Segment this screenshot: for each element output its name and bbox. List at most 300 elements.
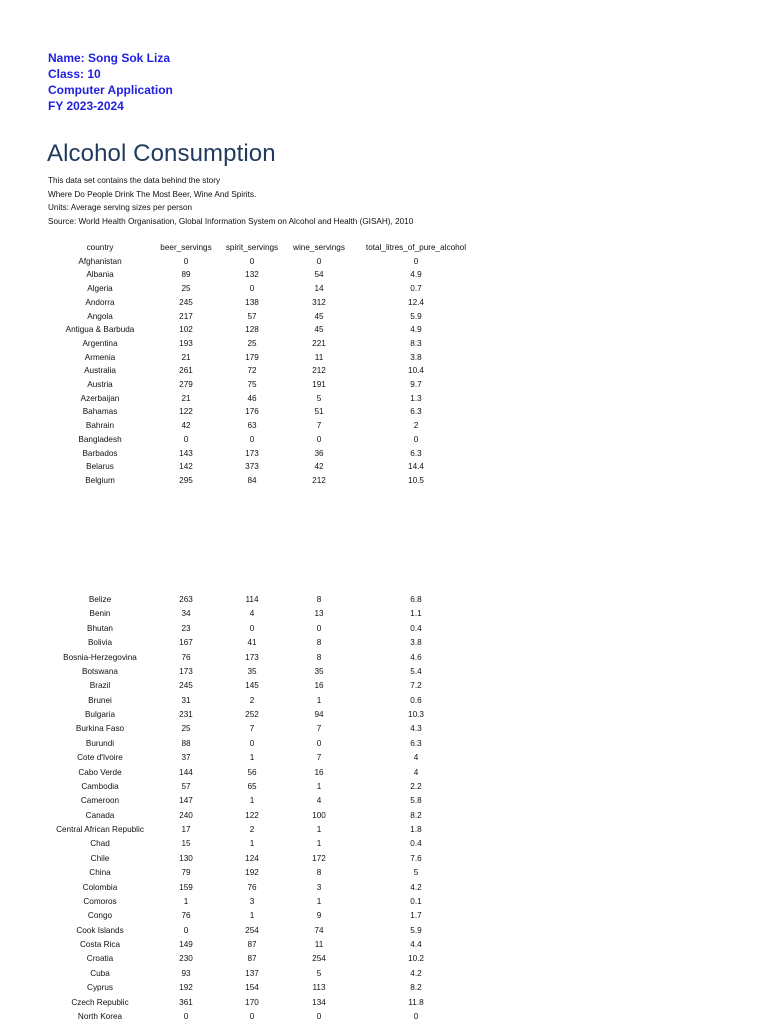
country-cell: Barbados (82, 448, 118, 458)
spirit-servings-cell: 124 (245, 853, 259, 863)
country-cell: Czech Republic (71, 997, 129, 1007)
wine-servings-cell: 45 (314, 325, 324, 335)
table-row (48, 780, 478, 794)
country-cell: Belgium (85, 475, 115, 485)
spirit-servings-cell: 46 (247, 393, 257, 403)
spirit-servings-cell: 176 (245, 407, 259, 417)
country-cell: Comoros (83, 896, 117, 906)
country-cell: Bangladesh (78, 434, 122, 444)
spirit-servings-cell: 7 (249, 724, 255, 734)
country-cell: Bolivia (87, 638, 113, 648)
country-cell: Cook Islands (76, 925, 124, 935)
country-cell: Costa Rica (79, 940, 121, 949)
spirit-servings-cell: 25 (247, 338, 257, 348)
country-cell: Bosnia-Herzegovina (63, 652, 137, 662)
spirit-servings-cell: 138 (245, 297, 259, 307)
spirit-servings-cell: 2 (249, 695, 255, 705)
beer-servings-cell: 149 (179, 940, 193, 949)
spirit-servings-cell: 4 (249, 609, 255, 619)
spirit-servings-cell: 1 (249, 839, 255, 849)
beer-servings-cell: 89 (181, 270, 191, 280)
description-line: Source: World Health Organisation, Global Information System on Alcohol and Health (GISAH), 2010 (48, 217, 414, 227)
total-alcohol-cell: 6.3 (410, 738, 422, 748)
total-alcohol-cell: 4.9 (410, 325, 422, 335)
table-row (48, 866, 478, 880)
table-row (48, 296, 478, 310)
table-row (48, 282, 478, 296)
country-cell: Canada (85, 810, 115, 820)
total-alcohol-cell: 4 (413, 767, 419, 777)
table-row (48, 895, 478, 909)
table-row (48, 364, 478, 378)
wine-servings-cell: 54 (314, 270, 324, 280)
spirit-servings-cell: 87 (247, 940, 257, 949)
total-alcohol-cell: 6.3 (410, 448, 422, 458)
wine-servings-cell: 74 (314, 925, 324, 935)
wine-servings-cell: 0 (316, 434, 322, 444)
table-row (48, 809, 478, 823)
wine-servings-cell: 1 (316, 781, 322, 791)
total-alcohol-cell: 4.3 (410, 724, 422, 734)
total-alcohol-cell: 1.8 (410, 825, 422, 834)
student-class: Class: 10 (48, 67, 101, 81)
table-row (48, 447, 478, 461)
table-row (48, 255, 478, 269)
total-alcohol-cell: 5.4 (410, 666, 422, 676)
wine-servings-cell: 212 (312, 366, 326, 376)
table-row (48, 924, 478, 938)
spirit-servings-cell: 0 (249, 434, 255, 444)
spirit-servings-cell: 179 (245, 352, 259, 362)
beer-servings-cell: 34 (181, 609, 191, 619)
country-cell: Chad (90, 839, 110, 849)
country-cell: Bhutan (87, 623, 113, 633)
table-row (48, 881, 478, 895)
total-alcohol-cell: 3.8 (410, 352, 422, 362)
country-cell: Australia (84, 366, 116, 376)
spirit-servings-cell: 114 (245, 595, 259, 604)
subject-name: Computer Application (48, 83, 173, 97)
spirit-servings-cell: 0 (249, 284, 255, 294)
country-cell: Algeria (87, 284, 113, 294)
total-alcohol-cell: 3.8 (410, 638, 422, 648)
beer-servings-cell: 130 (179, 853, 193, 863)
table-row (48, 751, 478, 765)
beer-servings-cell: 230 (179, 954, 193, 964)
beer-servings-cell: 37 (181, 753, 191, 763)
beer-servings-cell: 159 (179, 882, 193, 892)
total-alcohol-cell: 7.2 (410, 681, 422, 691)
table-row (48, 823, 478, 837)
total-alcohol-cell: 8.2 (410, 810, 422, 820)
total-alcohol-cell: 0.7 (410, 284, 422, 294)
spirit-servings-cell: 192 (245, 868, 259, 878)
beer-servings-cell: 0 (183, 434, 189, 444)
table-row (48, 837, 478, 851)
spirit-servings-cell: 145 (245, 681, 259, 691)
column-header-spirit: spirit_servings (225, 243, 279, 252)
country-cell: Chile (90, 853, 110, 863)
table-row (48, 378, 478, 392)
table-row (48, 622, 478, 636)
spirit-servings-cell: 173 (245, 652, 259, 662)
wine-servings-cell: 221 (312, 338, 326, 348)
table-row (48, 952, 478, 966)
wine-servings-cell: 254 (312, 954, 326, 964)
table-row (48, 636, 478, 650)
country-cell: Brazil (89, 681, 111, 691)
wine-servings-cell: 0 (316, 256, 322, 266)
wine-servings-cell: 7 (316, 753, 322, 763)
spirit-servings-cell: 1 (249, 796, 255, 806)
spirit-servings-cell: 35 (247, 666, 257, 676)
country-cell: Bulgaria (84, 710, 116, 719)
wine-servings-cell: 51 (314, 407, 324, 417)
wine-servings-cell: 8 (316, 638, 322, 648)
description-line: Units: Average serving sizes per person (48, 203, 193, 213)
wine-servings-cell: 5 (316, 968, 322, 978)
table-row (48, 766, 478, 780)
spirit-servings-cell: 137 (245, 968, 259, 978)
country-cell: Armenia (84, 352, 116, 362)
beer-servings-cell: 240 (179, 810, 193, 820)
table-row (48, 794, 478, 808)
total-alcohol-cell: 6.3 (410, 407, 422, 417)
total-alcohol-cell: 5.8 (410, 796, 422, 806)
country-cell: Belize (88, 595, 112, 604)
country-cell: Antigua & Barbuda (65, 325, 135, 335)
beer-servings-cell: 231 (179, 710, 193, 719)
beer-servings-cell: 76 (181, 652, 191, 662)
wine-servings-cell: 172 (312, 853, 326, 863)
total-alcohol-cell: 4.2 (410, 882, 422, 892)
wine-servings-cell: 94 (314, 710, 324, 719)
beer-servings-cell: 167 (179, 638, 193, 648)
beer-servings-cell: 295 (179, 475, 193, 485)
beer-servings-cell: 15 (181, 839, 191, 849)
beer-servings-cell: 42 (181, 421, 191, 431)
table-row (48, 651, 478, 665)
total-alcohol-cell: 5.9 (410, 925, 422, 935)
spirit-servings-cell: 0 (249, 256, 255, 266)
country-cell: Bahrain (85, 421, 115, 431)
table-row (48, 474, 478, 488)
total-alcohol-cell: 8.3 (410, 338, 422, 348)
country-cell: Austria (87, 380, 113, 390)
total-alcohol-cell: 4 (413, 753, 419, 763)
country-cell: Burundi (85, 738, 115, 748)
table-row (48, 722, 478, 736)
beer-servings-cell: 17 (181, 825, 191, 834)
column-header-beer: beer_servings (160, 243, 212, 252)
wine-servings-cell: 8 (316, 868, 322, 878)
beer-servings-cell: 0 (183, 256, 189, 266)
spirit-servings-cell: 0 (249, 1011, 255, 1021)
beer-servings-cell: 193 (179, 338, 193, 348)
table-body (48, 255, 478, 488)
beer-servings-cell: 245 (179, 681, 193, 691)
country-cell: Cameroon (80, 796, 120, 806)
total-alcohol-cell: 0.4 (410, 839, 422, 849)
spirit-servings-cell: 3 (249, 896, 255, 906)
wine-servings-cell: 1 (316, 695, 322, 705)
total-alcohol-cell: 10.2 (408, 954, 424, 964)
beer-servings-cell: 76 (181, 911, 191, 921)
table-row (48, 593, 478, 607)
total-alcohol-cell: 10.4 (408, 366, 424, 376)
spirit-servings-cell: 173 (245, 448, 259, 458)
table-row (48, 392, 478, 406)
wine-servings-cell: 8 (316, 652, 322, 662)
wine-servings-cell: 16 (314, 681, 324, 691)
total-alcohol-cell: 11.8 (408, 997, 424, 1007)
beer-servings-cell: 57 (181, 781, 191, 791)
spirit-servings-cell: 170 (245, 997, 259, 1007)
wine-servings-cell: 4 (316, 796, 322, 806)
beer-servings-cell: 361 (179, 997, 193, 1007)
wine-servings-cell: 0 (316, 1011, 322, 1021)
column-header-wine: wine_servings (293, 243, 345, 252)
total-alcohol-cell: 8.2 (410, 983, 422, 993)
dataset-description (48, 174, 413, 229)
table-row (48, 737, 478, 751)
total-alcohol-cell: 4.9 (410, 270, 422, 280)
spirit-servings-cell: 1 (249, 911, 255, 921)
table-row (48, 405, 478, 419)
country-cell: Belarus (86, 462, 114, 472)
country-cell: Cyprus (87, 983, 113, 993)
spirit-servings-cell: 132 (245, 270, 259, 280)
spirit-servings-cell: 1 (249, 753, 255, 763)
country-cell: Afghanistan (78, 256, 122, 266)
beer-servings-cell: 21 (181, 393, 191, 403)
total-alcohol-cell: 1.3 (410, 393, 422, 403)
country-cell: Croatia (86, 954, 114, 964)
table-row (48, 460, 478, 474)
table-row (48, 852, 478, 866)
country-cell: Colombia (82, 882, 118, 892)
beer-servings-cell: 279 (179, 380, 193, 390)
description-line: Where Do People Drink The Most Beer, Wine And Spirits. (48, 189, 257, 199)
table-row (48, 996, 478, 1010)
country-cell: Bahamas (82, 407, 118, 417)
spirit-servings-cell: 87 (247, 954, 257, 964)
spirit-servings-cell: 2 (249, 825, 255, 834)
total-alcohol-cell: 0 (413, 434, 419, 444)
table-row (48, 433, 478, 447)
total-alcohol-cell: 1.7 (410, 911, 422, 921)
total-alcohol-cell: 4.4 (410, 940, 422, 949)
beer-servings-cell: 261 (179, 366, 193, 376)
student-name: Name: Song Sok Liza (48, 51, 171, 65)
beer-servings-cell: 79 (181, 868, 191, 878)
total-alcohol-cell: 5 (413, 868, 419, 878)
spirit-servings-cell: 75 (247, 380, 257, 390)
beer-servings-cell: 142 (179, 462, 193, 472)
total-alcohol-cell: 0.6 (410, 695, 422, 705)
table-row (48, 938, 478, 952)
wine-servings-cell: 14 (314, 284, 324, 294)
beer-servings-cell: 0 (183, 925, 189, 935)
wine-servings-cell: 3 (316, 882, 322, 892)
spirit-servings-cell: 154 (245, 983, 259, 993)
beer-servings-cell: 147 (179, 796, 193, 806)
country-cell: Cuba (90, 968, 110, 978)
table-row (48, 351, 478, 365)
wine-servings-cell: 7 (316, 724, 322, 734)
table-row (48, 310, 478, 324)
wine-servings-cell: 35 (314, 666, 324, 676)
country-cell: Burkina Faso (75, 724, 125, 734)
spirit-servings-cell: 373 (245, 462, 259, 472)
country-cell: China (89, 868, 111, 878)
total-alcohol-cell: 10.3 (408, 710, 424, 719)
wine-servings-cell: 8 (316, 595, 322, 604)
spirit-servings-cell: 122 (245, 810, 259, 820)
total-alcohol-cell: 1.1 (410, 609, 422, 619)
spirit-servings-cell: 0 (249, 623, 255, 633)
wine-servings-cell: 13 (314, 609, 324, 619)
wine-servings-cell: 45 (314, 311, 324, 321)
beer-servings-cell: 192 (179, 983, 193, 993)
wine-servings-cell: 1 (316, 839, 322, 849)
total-alcohol-cell: 9.7 (410, 380, 422, 390)
table-row (48, 708, 478, 722)
total-alcohol-cell: 2.2 (410, 781, 422, 791)
beer-servings-cell: 25 (181, 284, 191, 294)
total-alcohol-cell: 0 (413, 1011, 419, 1021)
total-alcohol-cell: 10.5 (408, 475, 424, 485)
table-body (48, 593, 478, 1024)
wine-servings-cell: 9 (316, 911, 322, 921)
wine-servings-cell: 100 (312, 810, 326, 820)
beer-servings-cell: 173 (179, 666, 193, 676)
beer-servings-cell: 88 (181, 738, 191, 748)
data-table-part-1 (48, 241, 478, 488)
beer-servings-cell: 93 (181, 968, 191, 978)
spirit-servings-cell: 65 (247, 781, 257, 791)
table-row (48, 268, 478, 282)
spirit-servings-cell: 63 (247, 421, 257, 431)
table-row (48, 1010, 478, 1024)
beer-servings-cell: 143 (179, 448, 193, 458)
wine-servings-cell: 42 (314, 462, 324, 472)
description-line: This data set contains the data behind the story (48, 176, 221, 185)
country-cell: Cambodia (81, 781, 119, 791)
table-row (48, 323, 478, 337)
student-info (48, 50, 173, 114)
wine-servings-cell: 11 (314, 352, 324, 362)
spirit-servings-cell: 56 (247, 767, 257, 777)
total-alcohol-cell: 5.9 (410, 311, 422, 321)
beer-servings-cell: 102 (179, 325, 193, 335)
page-title: Alcohol Consumption (47, 140, 276, 167)
beer-servings-cell: 144 (179, 767, 193, 777)
spirit-servings-cell: 254 (245, 925, 259, 935)
wine-servings-cell: 312 (312, 297, 326, 307)
total-alcohol-cell: 2 (413, 421, 419, 431)
wine-servings-cell: 5 (316, 393, 322, 403)
beer-servings-cell: 263 (179, 595, 193, 604)
column-header-country: country (86, 243, 114, 252)
wine-servings-cell: 191 (312, 380, 326, 390)
country-cell: Congo (87, 911, 113, 921)
spirit-servings-cell: 0 (249, 738, 255, 748)
total-alcohol-cell: 12.4 (408, 297, 424, 307)
table-row (48, 909, 478, 923)
country-cell: Cote d'Ivoire (77, 753, 123, 763)
table-row (48, 967, 478, 981)
wine-servings-cell: 1 (316, 825, 322, 834)
beer-servings-cell: 122 (179, 407, 193, 417)
table-row (48, 981, 478, 995)
wine-servings-cell: 113 (312, 983, 326, 993)
beer-servings-cell: 217 (179, 311, 193, 321)
wine-servings-cell: 212 (312, 475, 326, 485)
total-alcohol-cell: 0 (413, 256, 419, 266)
country-cell: Argentina (82, 338, 118, 348)
data-table-part-2 (48, 593, 478, 1024)
spirit-servings-cell: 72 (247, 366, 257, 376)
table-row (48, 665, 478, 679)
table-row (48, 337, 478, 351)
total-alcohol-cell: 4.6 (410, 652, 422, 662)
beer-servings-cell: 31 (181, 695, 191, 705)
table-row (48, 607, 478, 621)
country-cell: Central African Republic (56, 825, 144, 834)
country-cell: Brunei (88, 695, 112, 705)
country-cell: Botswana (82, 666, 118, 676)
country-cell: Angola (87, 311, 113, 321)
table-header-row (48, 241, 478, 255)
total-alcohol-cell: 0.4 (410, 623, 422, 633)
total-alcohol-cell: 4.2 (410, 968, 422, 978)
beer-servings-cell: 23 (181, 623, 191, 633)
table-row (48, 694, 478, 708)
total-alcohol-cell: 7.6 (410, 853, 422, 863)
total-alcohol-cell: 6.8 (410, 595, 422, 604)
beer-servings-cell: 0 (183, 1011, 189, 1021)
spirit-servings-cell: 84 (247, 475, 257, 485)
country-cell: North Korea (77, 1011, 123, 1021)
wine-servings-cell: 134 (312, 997, 326, 1007)
total-alcohol-cell: 0.1 (410, 896, 422, 906)
total-alcohol-cell: 14.4 (408, 462, 424, 472)
wine-servings-cell: 36 (314, 448, 324, 458)
wine-servings-cell: 1 (316, 896, 322, 906)
beer-servings-cell: 1 (183, 896, 189, 906)
country-cell: Cabo Verde (78, 767, 122, 777)
spirit-servings-cell: 41 (247, 638, 257, 648)
spirit-servings-cell: 76 (247, 882, 257, 892)
country-cell: Albania (86, 270, 114, 280)
wine-servings-cell: 7 (316, 421, 322, 431)
wine-servings-cell: 16 (314, 767, 324, 777)
spirit-servings-cell: 57 (247, 311, 257, 321)
table-row (48, 679, 478, 693)
wine-servings-cell: 11 (314, 940, 324, 949)
beer-servings-cell: 21 (181, 352, 191, 362)
spirit-servings-cell: 252 (245, 710, 259, 719)
wine-servings-cell: 0 (316, 738, 322, 748)
country-cell: Azerbaijan (80, 393, 120, 403)
country-cell: Andorra (85, 297, 115, 307)
beer-servings-cell: 25 (181, 724, 191, 734)
column-header-total-alcohol: total_litres_of_pure_alcohol (365, 243, 467, 252)
fiscal-year: FY 2023-2024 (48, 99, 124, 113)
wine-servings-cell: 0 (316, 623, 322, 633)
country-cell: Benin (89, 609, 111, 619)
